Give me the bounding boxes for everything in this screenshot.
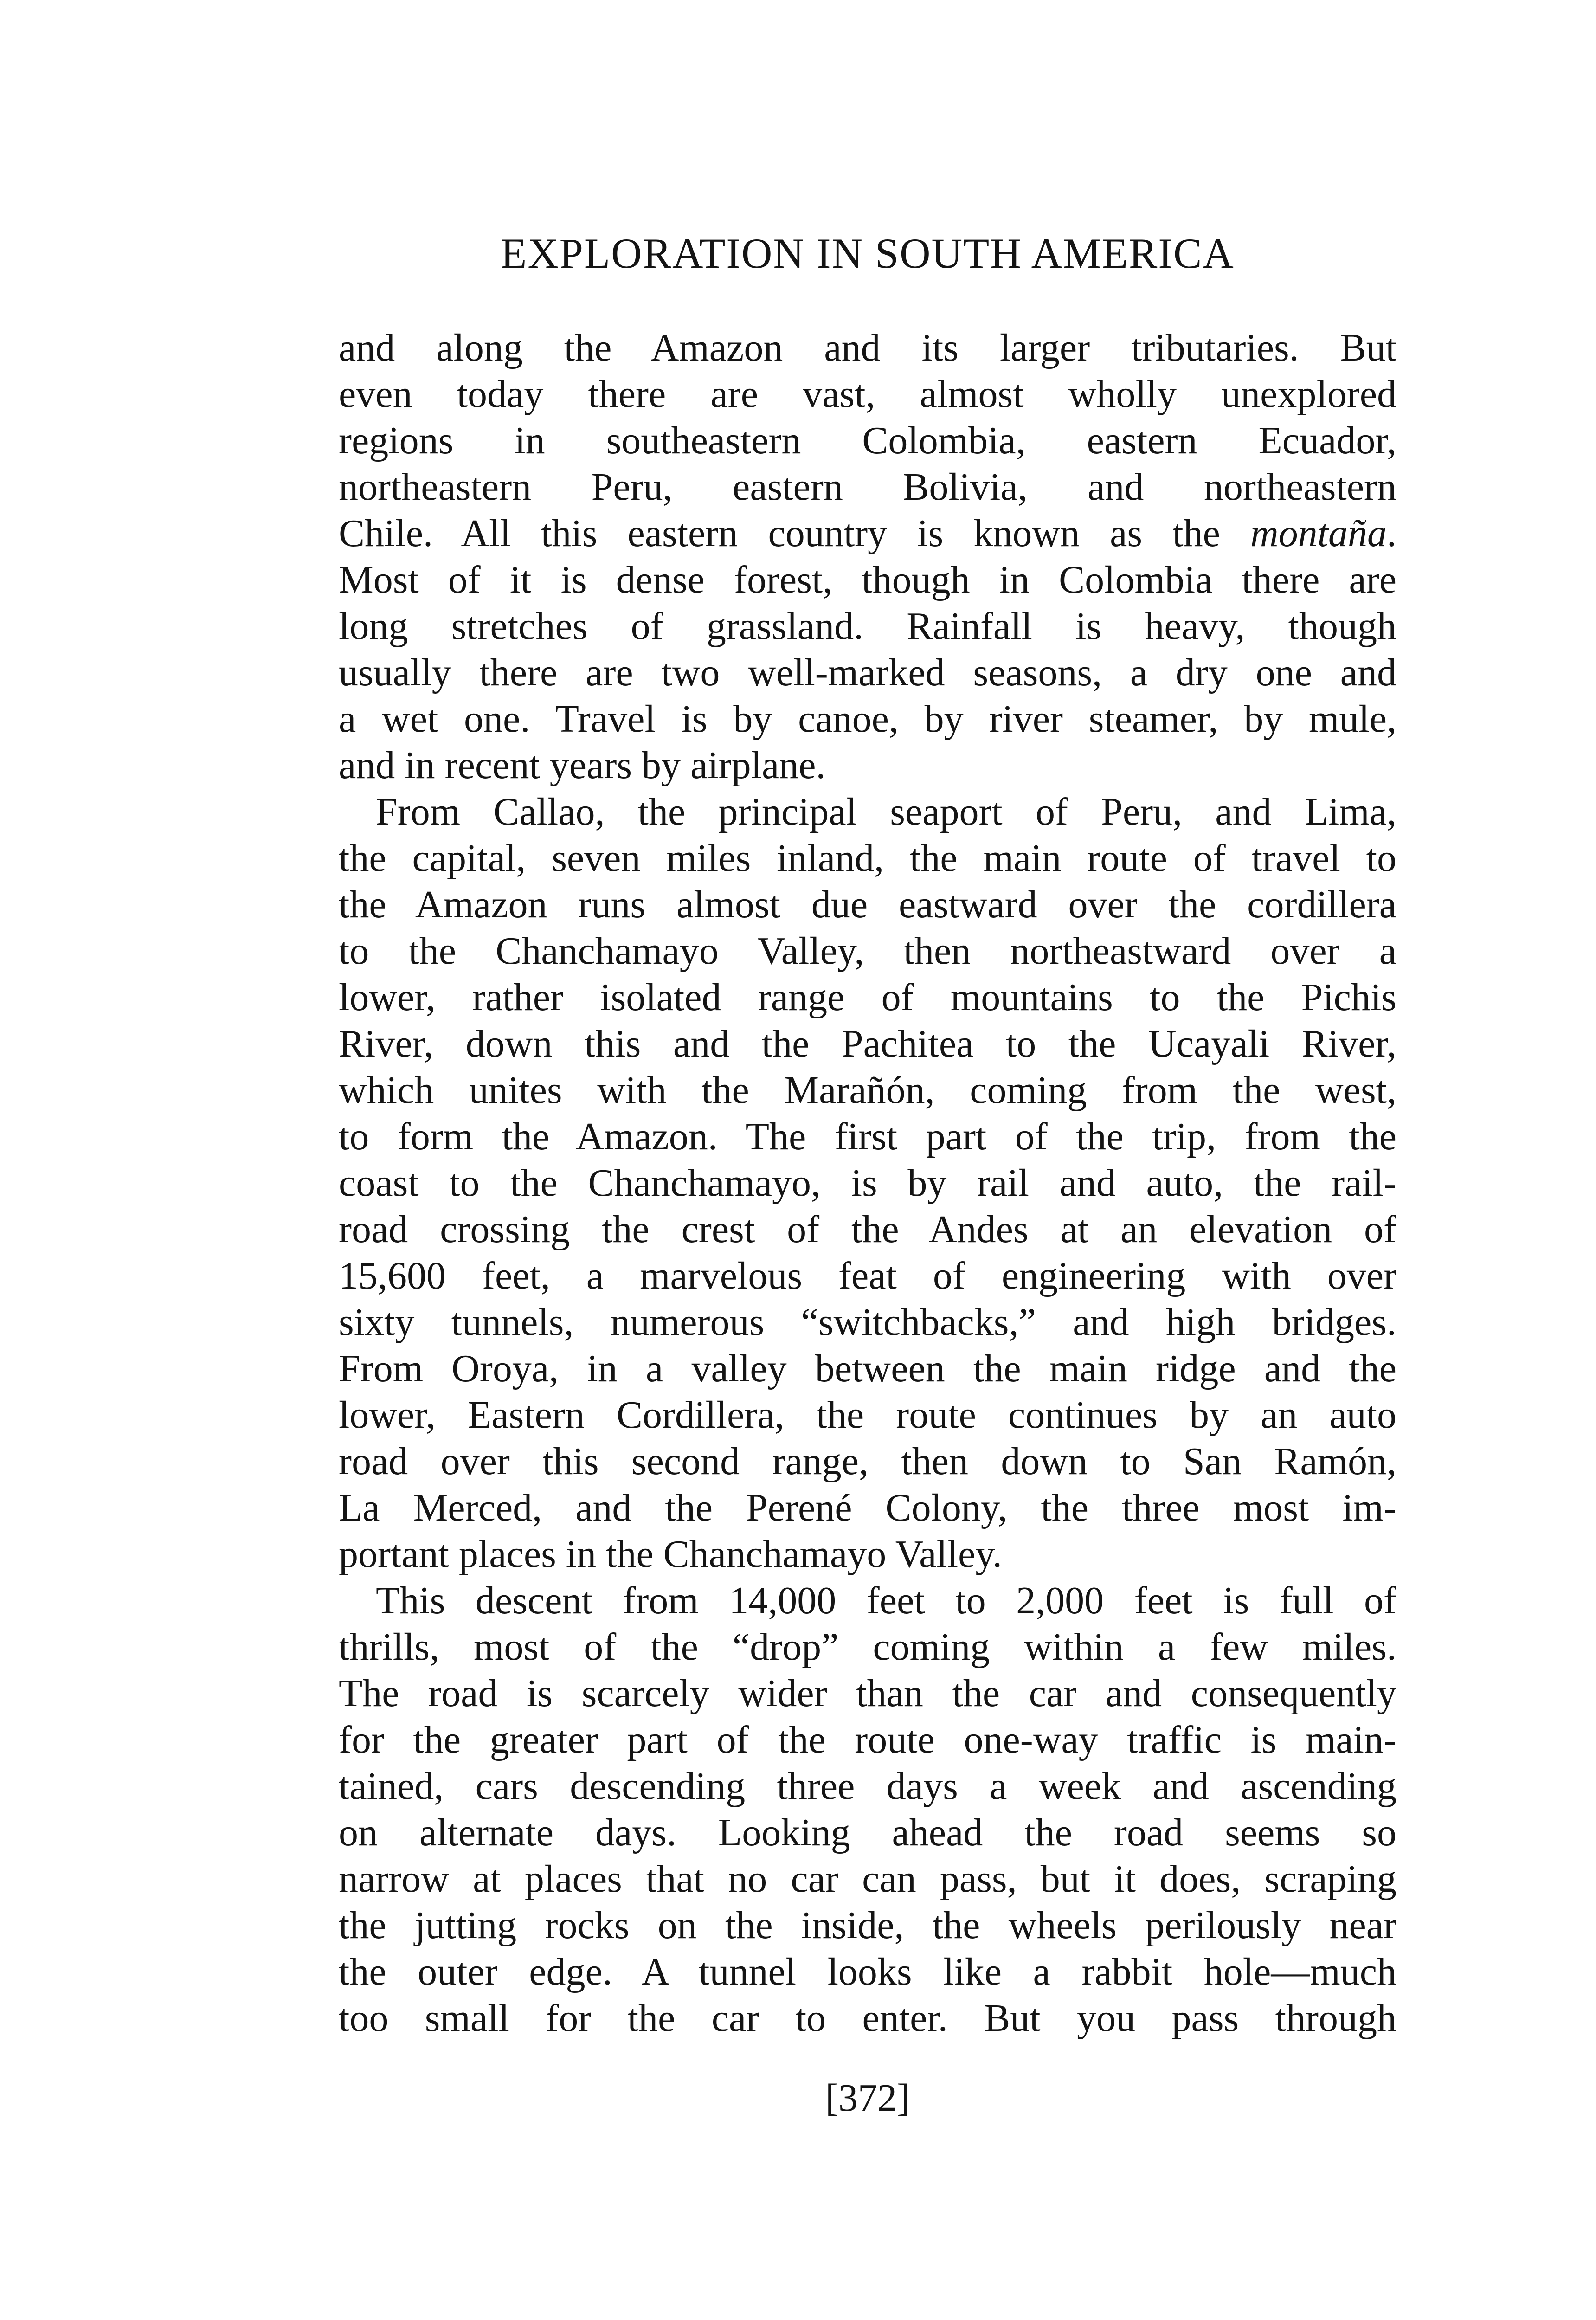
- text-line: 15,600 feet, a marvelous feat of engineering with over: [339, 1254, 1396, 1297]
- text-line: and along the Amazon and its larger tributaries. But: [339, 326, 1396, 369]
- text-line: long stretches of grassland. Rainfall is heavy, though: [339, 605, 1396, 648]
- text-line: road over this second range, then down to San Ramón,: [339, 1440, 1396, 1483]
- text-line: lower, Eastern Cordillera, the route continues by an auto: [339, 1393, 1396, 1437]
- text-line: usually there are two well-marked seasons, a dry one and: [339, 651, 1396, 694]
- text-line: portant places in the Chanchamayo Valley.: [339, 1533, 1002, 1576]
- running-head-title: EXPLORATION IN SOUTH AMERICA: [501, 230, 1235, 277]
- text-line: lower, rather isolated range of mountains to the Pichis: [339, 976, 1396, 1019]
- body-text: [339, 325, 1396, 2042]
- text-line: the capital, seven miles inland, the main route of travel to: [339, 837, 1396, 880]
- text-line: From Callao, the principal seaport of Peru, and Lima,: [376, 790, 1396, 833]
- text-line: thrills, most of the “drop” coming within a few miles.: [339, 1625, 1396, 1669]
- text-line: even today there are vast, almost wholly unexplored: [339, 373, 1396, 416]
- text-line: to the Chanchamayo Valley, then northeastward over a: [339, 929, 1396, 973]
- page-number: [372]: [825, 2076, 910, 2120]
- paragraph-2: [339, 789, 1396, 1578]
- text-line: Most of it is dense forest, though in Colombia there are: [339, 558, 1396, 601]
- text-line: too small for the car to enter. But you pass through: [339, 1997, 1396, 2040]
- text-line: northeastern Peru, eastern Bolivia, and northeastern: [339, 465, 1396, 509]
- paragraph-1: [339, 325, 1396, 789]
- text-line: and in recent years by airplane.: [339, 744, 826, 787]
- text-line: This descent from 14,000 feet to 2,000 feet is full of: [376, 1579, 1396, 1622]
- text-line: the Amazon runs almost due eastward over the cordillera: [339, 883, 1396, 926]
- text-line: regions in southeastern Colombia, eastern Ecuador,: [339, 419, 1396, 462]
- text-line: narrow at places that no car can pass, but it does, scraping: [339, 1857, 1396, 1901]
- text-line: which unites with the Marañón, coming from the west,: [339, 1069, 1396, 1112]
- italic-term: montaña: [1250, 512, 1387, 555]
- text-line: coast to the Chanchamayo, is by rail and auto, the rail-: [339, 1161, 1396, 1205]
- text-line: tained, cars descending three days a week and ascending: [339, 1765, 1396, 1808]
- paragraph-3: [339, 1578, 1396, 2042]
- text-line: The road is scarcely wider than the car and consequently: [339, 1672, 1396, 1715]
- text-line: Chile. All this eastern country is known as the montaña.: [339, 512, 1396, 555]
- text-line: road crossing the crest of the Andes at an elevation of: [339, 1208, 1396, 1251]
- text-line: for the greater part of the route one-way traffic is main-: [339, 1718, 1396, 1761]
- text-line: La Merced, and the Perené Colony, the three most im-: [339, 1486, 1396, 1529]
- text-line: River, down this and the Pachitea to the Ucayali River,: [339, 1022, 1396, 1065]
- text-line: sixty tunnels, numerous “switchbacks,” and high bridges.: [339, 1301, 1396, 1344]
- text-line: to form the Amazon. The first part of the trip, from the: [339, 1115, 1396, 1158]
- text-line: on alternate days. Looking ahead the road seems so: [339, 1811, 1396, 1854]
- text-line: From Oroya, in a valley between the main ridge and the: [339, 1347, 1396, 1390]
- text-line: the outer edge. A tunnel looks like a rabbit hole—much: [339, 1950, 1396, 1993]
- text-line: the jutting rocks on the inside, the wheels perilously near: [339, 1904, 1396, 1947]
- text-line: a wet one. Travel is by canoe, by river steamer, by mule,: [339, 697, 1396, 741]
